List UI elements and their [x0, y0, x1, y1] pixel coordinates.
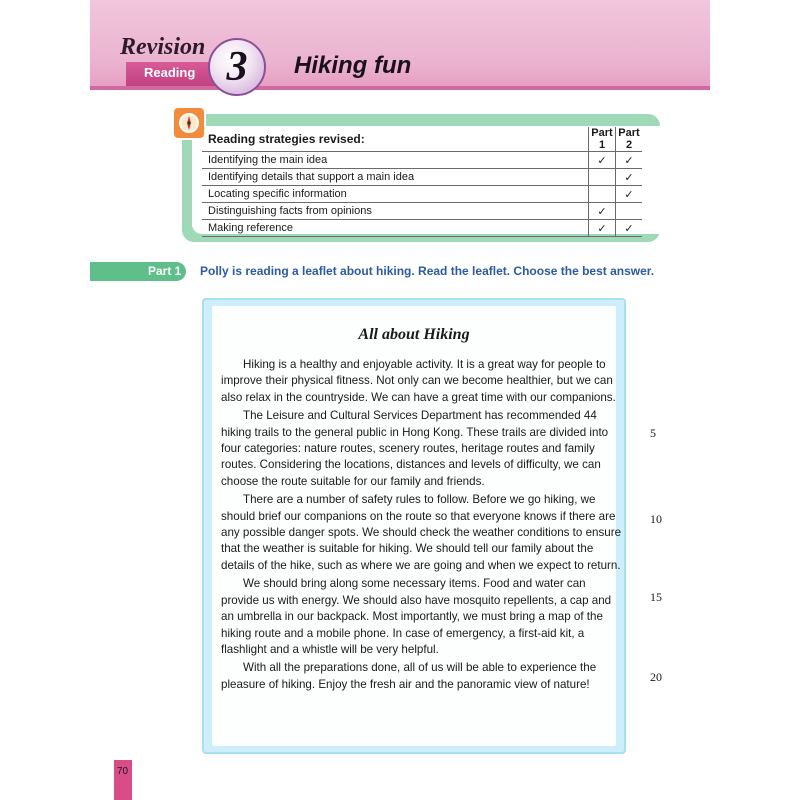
leaflet-paragraph: Hiking is a healthy and enjoyable activity. It is a great way for people to improve their physical fitness. Not only can we become healthier, but we can also relax in the countryside. We can have a great time with our companions.	[221, 358, 616, 404]
strategy-heading: Reading strategies revised:	[202, 127, 589, 152]
part2-check: ✓	[616, 169, 643, 186]
line-number: 10	[650, 512, 662, 526]
leaflet-paragraph: With all the preparations done, all of us will be able to experience the pleasure of hiking. Enjoy the fresh air and the panoramic view of nature!	[221, 661, 597, 691]
part1-check: ✓	[589, 152, 616, 169]
leaflet-title: All about Hiking	[358, 326, 470, 343]
leaflet-paragraph: The Leisure and Cultural Services Department has recommended 44 hiking trails to the general public in Hong Kong. These trails are divided into four categories: nature routes, scenery routes, heritage routes and family routes. Considering the locations, distances and levels of difficulty, we can choose the route suitable for our family and friends.	[221, 409, 609, 488]
part-instruction: Polly is reading a leaflet about hiking. Read the leaflet. Choose the best answer.	[200, 264, 655, 278]
strategy-table	[202, 127, 642, 237]
unit-number-badge	[208, 38, 266, 96]
part-label: Part 1	[148, 264, 182, 278]
part1-check: ✓	[589, 203, 616, 220]
leaflet-body	[221, 357, 621, 695]
col-part2-header: Part 2	[616, 127, 643, 152]
table-row	[202, 169, 642, 186]
unit-number: 3	[226, 44, 248, 90]
reading-label: Reading	[144, 65, 196, 80]
strategy-label: Making reference	[202, 220, 589, 237]
strategy-compass-icon	[172, 106, 206, 140]
strategy-table-header	[202, 127, 642, 152]
part2-check: ✓	[616, 186, 643, 203]
revision-label: Revision	[120, 34, 206, 60]
strategy-label: Locating specific information	[202, 186, 589, 203]
table-row	[202, 152, 642, 169]
line-number: 20	[650, 670, 662, 684]
part2-check: ✓	[616, 152, 643, 169]
unit-title: Hiking fun	[294, 52, 412, 79]
strategy-label: Identifying the main idea	[202, 152, 589, 169]
part1-check	[589, 169, 616, 186]
header-rule	[90, 86, 710, 90]
leaflet-paragraph: There are a number of safety rules to follow. Before we go hiking, we should brief our companions on the route so that everyone knows if there are any possible danger spots. We should check the weather conditions to ensure that the weather is suitable for hiking. We should tell our family about the details of the hike, such as where we are going and when we expect to return.	[221, 493, 622, 572]
page-number: 70	[117, 766, 129, 777]
textbook-page	[90, 0, 710, 800]
table-row	[202, 203, 642, 220]
part1-check: ✓	[589, 220, 616, 237]
line-number: 15	[650, 590, 662, 604]
table-row	[202, 220, 642, 237]
strategy-label: Identifying details that support a main idea	[202, 169, 589, 186]
part2-check	[616, 203, 643, 220]
part1-check	[589, 186, 616, 203]
table-row	[202, 186, 642, 203]
part2-check: ✓	[616, 220, 643, 237]
col-part1-header: Part 1	[589, 127, 616, 152]
line-number: 5	[650, 426, 656, 440]
leaflet-paragraph: We should bring along some necessary items. Food and water can provide us with energy. We should also have mosquito repellents, a cap and an umbrella in our backpack. Most importantly, we must bring a map of the hiking route and a mobile phone. In case of emergency, a first-aid kit, a flashlight and a whistle will be very helpful.	[221, 577, 612, 656]
strategy-label: Distinguishing facts from opinions	[202, 203, 589, 220]
